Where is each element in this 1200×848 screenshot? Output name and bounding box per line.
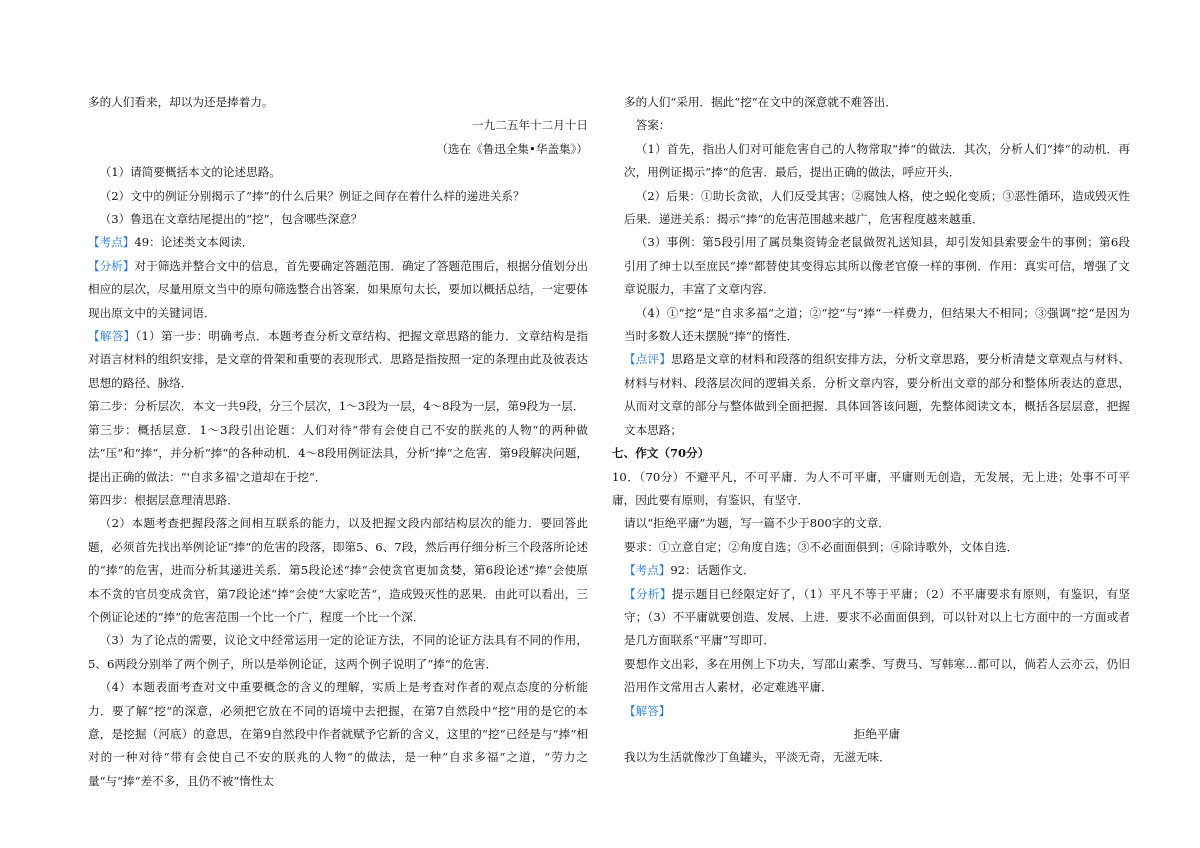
- kaodian-tag: 【考点】: [88, 235, 135, 250]
- kaodian-line: [88, 231, 588, 254]
- kaodian-line: [624, 559, 1130, 582]
- fenxi-text: 提示题目已经限定好了，（1）平凡不等于平庸；（2）不平庸要求有原则，有鉴识，有坚守；（3）不平庸就要创造、发展、上进．要求不必面面俱到，可以针对以上七方面中的一方面或者是几方面联系“平庸”写即可．: [624, 586, 1130, 648]
- right-column: [612, 91, 1130, 770]
- question-10-requirements: 要求：①立意自定；②角度自选；③不必面面俱到；④除诗歌外，文体自选．: [624, 539, 1019, 554]
- jieda-tag: 【解答】: [624, 703, 671, 718]
- question-10: 10．（70分）不避平凡，不可平庸．为人不可平庸，平庸则无创造，无发展，无上进；处事不可平庸，因此要有原则，有鉴识，有坚守．: [612, 469, 1130, 507]
- step-2: 第二步：分析层次．本文一共9段，分三个层次，1～3段为一层，4～8段为一层，第9段为一层．: [88, 399, 585, 414]
- answer-2: （2）本题考查把握段落之间相互联系的能力，以及把握文段内部结构层次的能力．要回答此题，必须首先找出举例论证“捧“的危害的段落，即第5、6、7段，然后再仔细分析三个段落所论述的“捧“的危害，进而分析其递进关系．第5段论述“捧“会使贪官更加贪婪，第6段论述“捧“会使原本不贪的官员变成贪官，第7段论述“捧“会使“大家吃苦“，造成毁灭性的恶果．由此可以看出，三个例证论述的“捧“的危害范围一个比一个广，程度一个比一个深．: [88, 516, 588, 624]
- fenxi-tag: 【分析】: [88, 258, 135, 273]
- kaodian-text: 92：话题作文．: [670, 563, 755, 578]
- paragraph: 多的人们看来，却以为还是捧着力。: [88, 95, 274, 109]
- kaodian-tag: 【考点】: [624, 563, 671, 578]
- question-1: （1）请简要概括本文的论述思路。: [99, 165, 281, 180]
- jieda-paragraph: [88, 325, 588, 395]
- source-line: （选在《鲁迅全集•华盖集》）: [436, 141, 588, 156]
- jieda-tag: 【解答】: [88, 329, 136, 344]
- answer-2: （2）后果：①助长贪欲，人们反受其害；②腐蚀人格，使之蜕化变质；③恶性循环，造成毁灭性后果．递进关系：揭示“捧“的危害范围越来越广，危害程度越来越重．: [624, 188, 1130, 227]
- jieda-text: （1）第一步：明确考点．本题考查分析文章结构、把握文章思路的能力．文章结构是指对语言材料的组织安排，是文章的骨架和重要的表现形式．思路是指按照一定的条理由此及彼表达思想的路径、脉络．: [88, 329, 588, 390]
- essay-title: 拒绝平庸: [853, 726, 901, 741]
- answer-1: （1）首先，指出人们对可能危害自己的人物常取“捧“的做法．其次，分析人们“捧“的动机．再次，用例证揭示“捧“的危害．最后，提出正确的做法，呼应开头．: [624, 141, 1130, 180]
- left-column: [88, 91, 588, 793]
- question-10-request: 请以“拒绝平庸”为题，写一篇不少于800字的文章．: [624, 516, 890, 531]
- answer-4: （4）①“挖“是“自求多福“之道；②“挖“与“捧“一样费力，但结果大不相同；③强调“挖“是因为当时多数人还未摆脱“捧“的惰性．: [624, 305, 1130, 344]
- question-2: （2）文中的例证分别揭示了“捧”的什么后果？例证之间存在着什么样的递进关系？: [99, 188, 525, 203]
- paragraph: 多的人们“采用．据此“挖“在文中的深意就不难答出．: [624, 95, 897, 109]
- section-heading: 七、作文（70分）: [612, 446, 710, 461]
- fenxi-paragraph: [88, 255, 588, 325]
- answer-label: 答案：: [635, 118, 671, 133]
- answer-3: （3）事例：第5段引用了属员集资铸金老鼠做贺礼送知县，却引发知县索要金牛的事例；第6段引用了绅士以至庶民“捧“都替使其变得忘其所以像老官僚一样的事例．作用：真实可信，增强了文章说服力，丰富了文章内容．: [624, 235, 1130, 297]
- essay-paragraph: 我以为生活就像沙丁鱼罐头，平淡无奇，无滋无味．: [624, 750, 891, 765]
- answer-3: （3）为了论点的需要，议论文中经常运用一定的论证方法，不同的论证方法具有不同的作用，5、6两段分别举了两个例子，所以是举例论证，这两个例子说明了“捧“的危害．: [88, 633, 588, 671]
- step-4: 第四步：根据层意理清思路．: [88, 492, 239, 507]
- answer-4: （4）本题表面考查对文中重要概念的含义的理解，实质上是考查对作者的观点态度的分析能力．要了解“挖“的深意，必须把它放在不同的语境中去把握，在第7自然段中“挖“用的是它的本意，是挖掘（河底）的意思，在第9自然段中作者就赋予它新的含义，这里的“挖“已经是与“捧“相对的一种对待“带有会使自己不安的朕兆的人物“的做法，是一种“自求多福“之道，“劳力之量“与“捧“差不多，且仍不被“惰性太: [88, 680, 588, 788]
- fenxi-paragraph-2: 要想作文出彩，多在用例上下功夫，写邵山素季、写费马、写韩寒…都可以，倘若人云亦云，仍旧沿用作文常用古人素材，必定难逃平庸．: [624, 656, 1130, 695]
- dianping-paragraph: [624, 348, 1130, 442]
- dianping-text: 思路是文章的材料和段落的组织安排方法，分析文章思路，要分析清楚文章观点与材料、材料与材料、段落层次间的逻辑关系．分析文章内容，要分析出文章的部分和整体所表达的意思，从而对文章的部分与整体做到全面把握．具体回答该问题，先整体阅读文本，概括各层层意，把握文本思路；: [624, 352, 1130, 437]
- kaodian-text: 49：论述类文本阅读．: [134, 235, 254, 250]
- date-line: 一九二五年十二月十日: [472, 118, 588, 133]
- step-3: 第三步：概括层意．1～3段引出论题：人们对待“带有会使自己不安的朕兆的人物“的两种做法“压“和“捧“，并分析“捧“的各种动机．4～8段用例证法具，分析“捧“之危害．第9段解决问题，提出正确的做法：“'自求多福'之道却在于挖“．: [88, 422, 588, 484]
- question-3: （3）鲁迅在文章结尾提出的“挖”，包含哪些深意？: [99, 212, 363, 227]
- jieda-line: [624, 700, 1130, 723]
- fenxi-paragraph: [624, 583, 1130, 653]
- dianping-tag: 【点评】: [624, 352, 672, 367]
- fenxi-text: 对于筛选并整合文中的信息，首先要确定答题范围．确定了答题范围后，根据分值划分出相应的层次，尽量用原文当中的原句筛选整合出答案．如果原句太长，要加以概括总结，一定要体现出原文中的关键词语．: [88, 258, 588, 320]
- fenxi-tag: 【分析】: [624, 586, 672, 601]
